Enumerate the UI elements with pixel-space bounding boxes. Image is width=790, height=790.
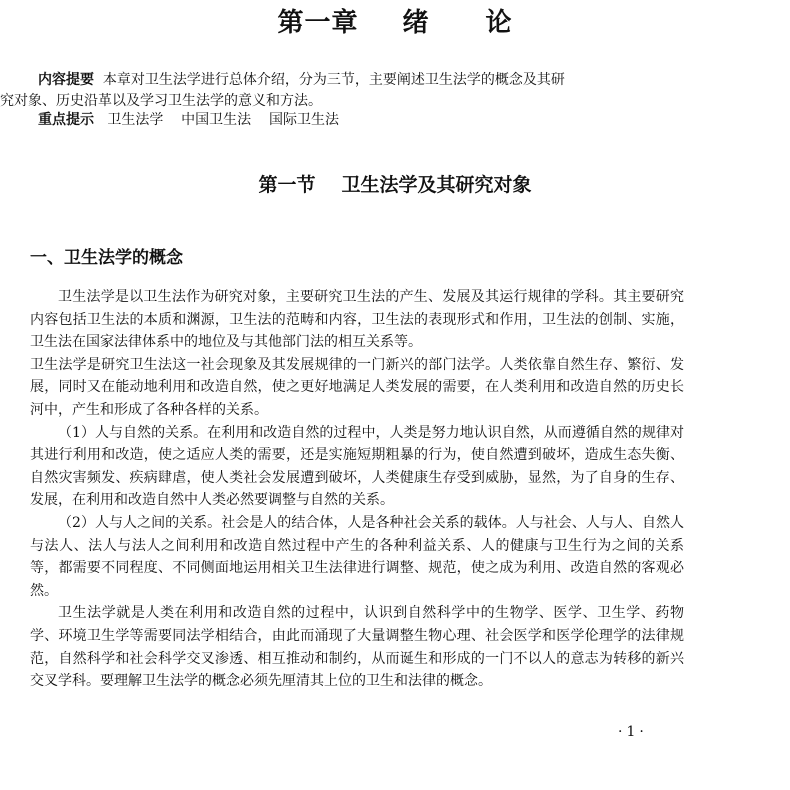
keypoint-item: 国际卫生法 — [268, 112, 339, 128]
chapter-title-word-2: 论 — [485, 8, 513, 38]
subheading: 一、卫生法学的概念 — [30, 248, 183, 268]
paragraph: 卫生法学是以卫生法作为研究对象，主要研究卫生法的产生、发展及其运行规律的学科。其主要研究内容包括卫生法的本质和渊源，卫生法的范畴和内容，卫生法的表现形式和作用，卫生法的创制、实施，卫生法在国家法律体系中的地位及与其他部门法的相互关系等。 — [30, 289, 684, 351]
section-title: 卫生法学及其研究对象 — [341, 174, 532, 196]
summary-line-1 — [38, 70, 565, 90]
paragraph: 卫生法学就是人类在利用和改造自然的过程中，认识到自然科学中的生物学、医学、卫生学、药物学、环境卫生学等需要同法学相结合，由此而涌现了大量调整生物心理、社会医学和医学伦理学的法律规范，自然科学和社会科学交叉渗透、相互推动和制约，从而诞生和形成的一门不以人的意志为转移的新兴交叉学科。要理解卫生法学的概念必须先厘清其上位的卫生和法律的概念。 — [30, 605, 684, 690]
paragraph: 卫生法学是研究卫生法这一社会现象及其发展规律的一门新兴的部门法学。人类依靠自然生存、繁衍、发展，同时又在能动地利用和改造自然，使之更好地满足人类发展的需要，在人类利用和改造自然的历史长河中，产生和形成了各种各样的关系。 — [30, 356, 684, 418]
summary-line-2: 究对象、历史沿革以及学习卫生法学的意义和方法。 — [0, 93, 322, 109]
keypoints-label: 重点提示 — [38, 112, 94, 128]
keypoints — [38, 110, 339, 130]
paragraph: （2）人与人之间的关系。社会是人的结合体，人是各种社会关系的载体。人与社会、人与人、自然人与法人、法人与法人之间利用和改造自然过程中产生的各种利益关系、人的健康与卫生行为之间的关系等，都需要不同程度、不同侧面地运用相关卫生法律进行调整、规范，使之成为利用、改造自然的客观必然。 — [30, 514, 684, 599]
body-text — [30, 286, 684, 693]
keypoint-item: 卫生法学 — [107, 112, 164, 128]
section-number: 第一节 — [258, 174, 316, 196]
chapter-title-word-1: 绪 — [402, 8, 430, 38]
chapter-number: 第一章 — [277, 8, 359, 38]
keypoint-item: 中国卫生法 — [181, 112, 252, 128]
chapter-title — [0, 2, 790, 39]
summary-label: 内容提要 — [38, 72, 94, 88]
section-heading — [0, 170, 790, 197]
summary-text-1: 本章对卫生法学进行总体介绍，分为三节，主要阐述卫生法学的概念及其研 — [102, 72, 565, 88]
paragraph: （1）人与自然的关系。在利用和改造自然的过程中，人类是努力地认识自然，从而遵循自然的规律对其进行利用和改造，使之适应人类的需要，还是实施短期粗暴的行为，使自然遭到破坏，造成生态失衡、自然灾害频发、疾病肆虐，使人类社会发展遭到破坏，人类健康生存受到威胁，显然，为了自身的生存、发展，在利用和改造自然中人类必然要调整与自然的关系。 — [30, 424, 684, 509]
page-number: ·1· — [618, 724, 648, 740]
